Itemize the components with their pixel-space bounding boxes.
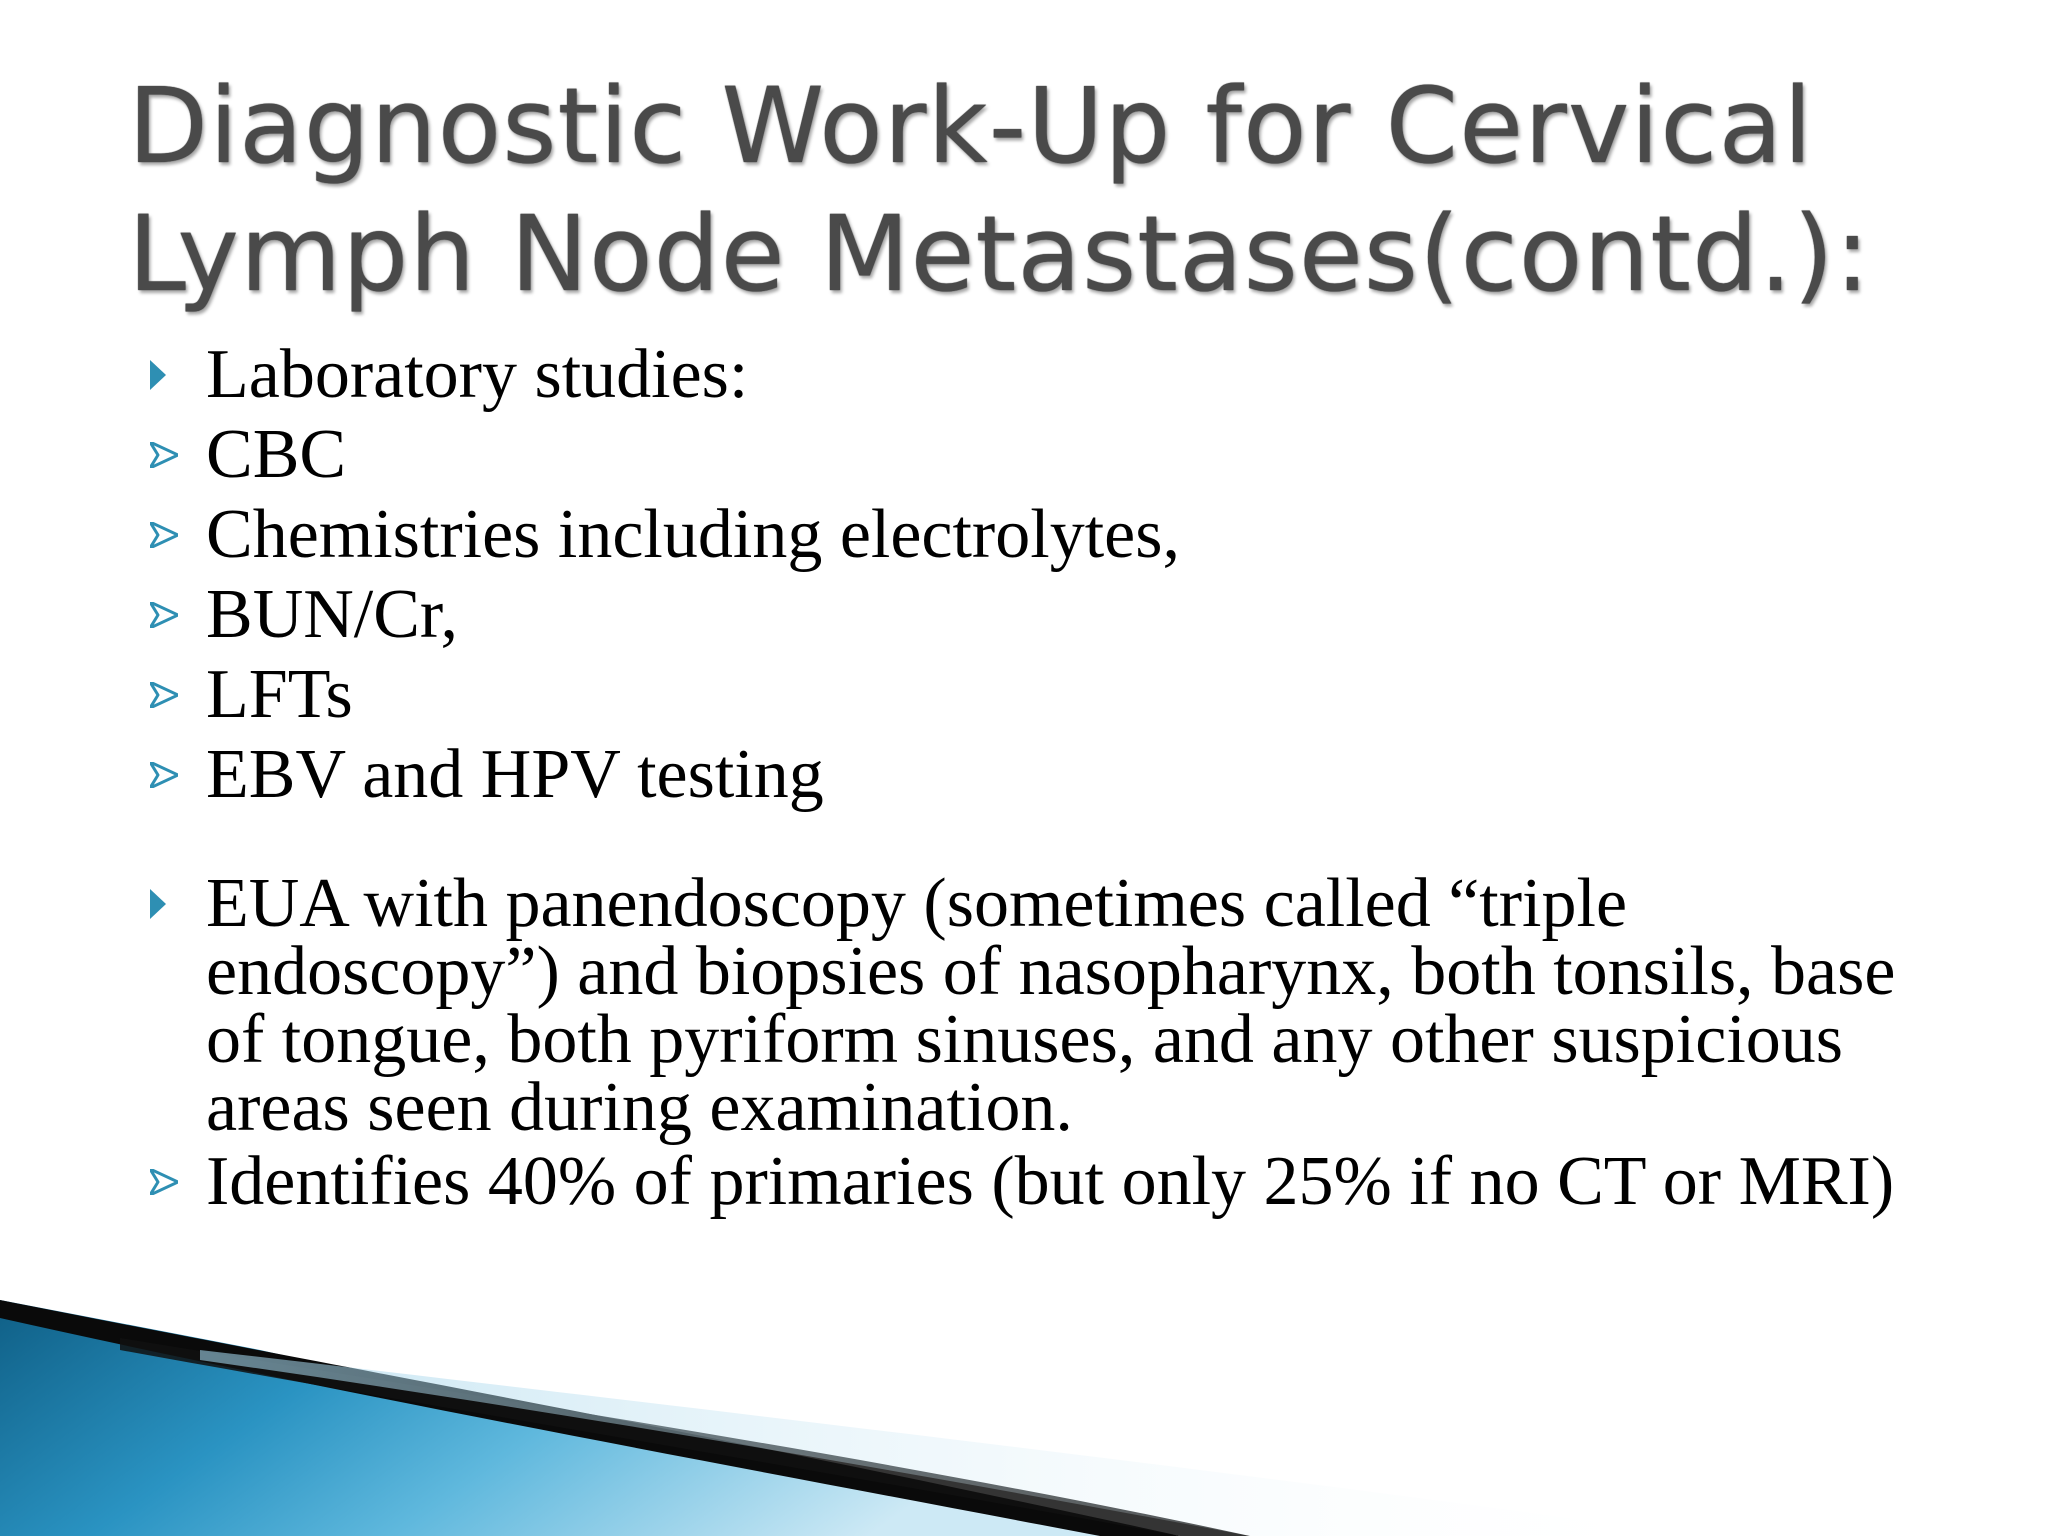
list-item [150,415,1950,495]
chevron-arrow-bullet-icon [150,1142,206,1222]
chevron-arrow-bullet-icon [150,735,206,815]
chevron-arrow-bullet-icon [150,575,206,655]
list-item [150,735,1950,815]
bullet-text: BUN/Cr, [206,576,458,653]
bullet-text: CBC [206,416,347,493]
list-item [150,335,1950,415]
triangle-bullet-icon [150,335,206,415]
title-line-1: Diagnostic Work-Up for Cervical [128,65,1814,187]
bullet-list [150,335,1950,1222]
triangle-bullet-icon [150,870,206,938]
chevron-arrow-bullet-icon [150,495,206,575]
chevron-arrow-bullet-icon [150,655,206,735]
bullet-text: Laboratory studies: [206,336,749,413]
bullet-text: EBV and HPV testing [206,736,824,813]
list-item [150,655,1950,735]
list-item [150,1142,1950,1222]
chevron-arrow-bullet-icon [150,415,206,495]
bullet-text: Chemistries including electrolytes, [206,496,1180,573]
list-item [150,575,1950,655]
slide-title [128,62,1988,318]
bullet-text: LFTs [206,656,353,733]
list-item [150,495,1950,575]
title-line-2: Lymph Node Metastases(contd.): [128,193,1871,315]
bullet-text: Identifies 40% of primaries (but only 25% if no CT or MRI) [206,1143,1895,1220]
list-item [150,865,1950,1146]
bullet-text: EUA with panendoscopy (sometimes called “triple endoscopy”) and biopsies of nasopharynx, both tonsils, base of tongue, both pyriform sinuses, and any other suspicious areas seen during examination. [206,865,1896,1146]
